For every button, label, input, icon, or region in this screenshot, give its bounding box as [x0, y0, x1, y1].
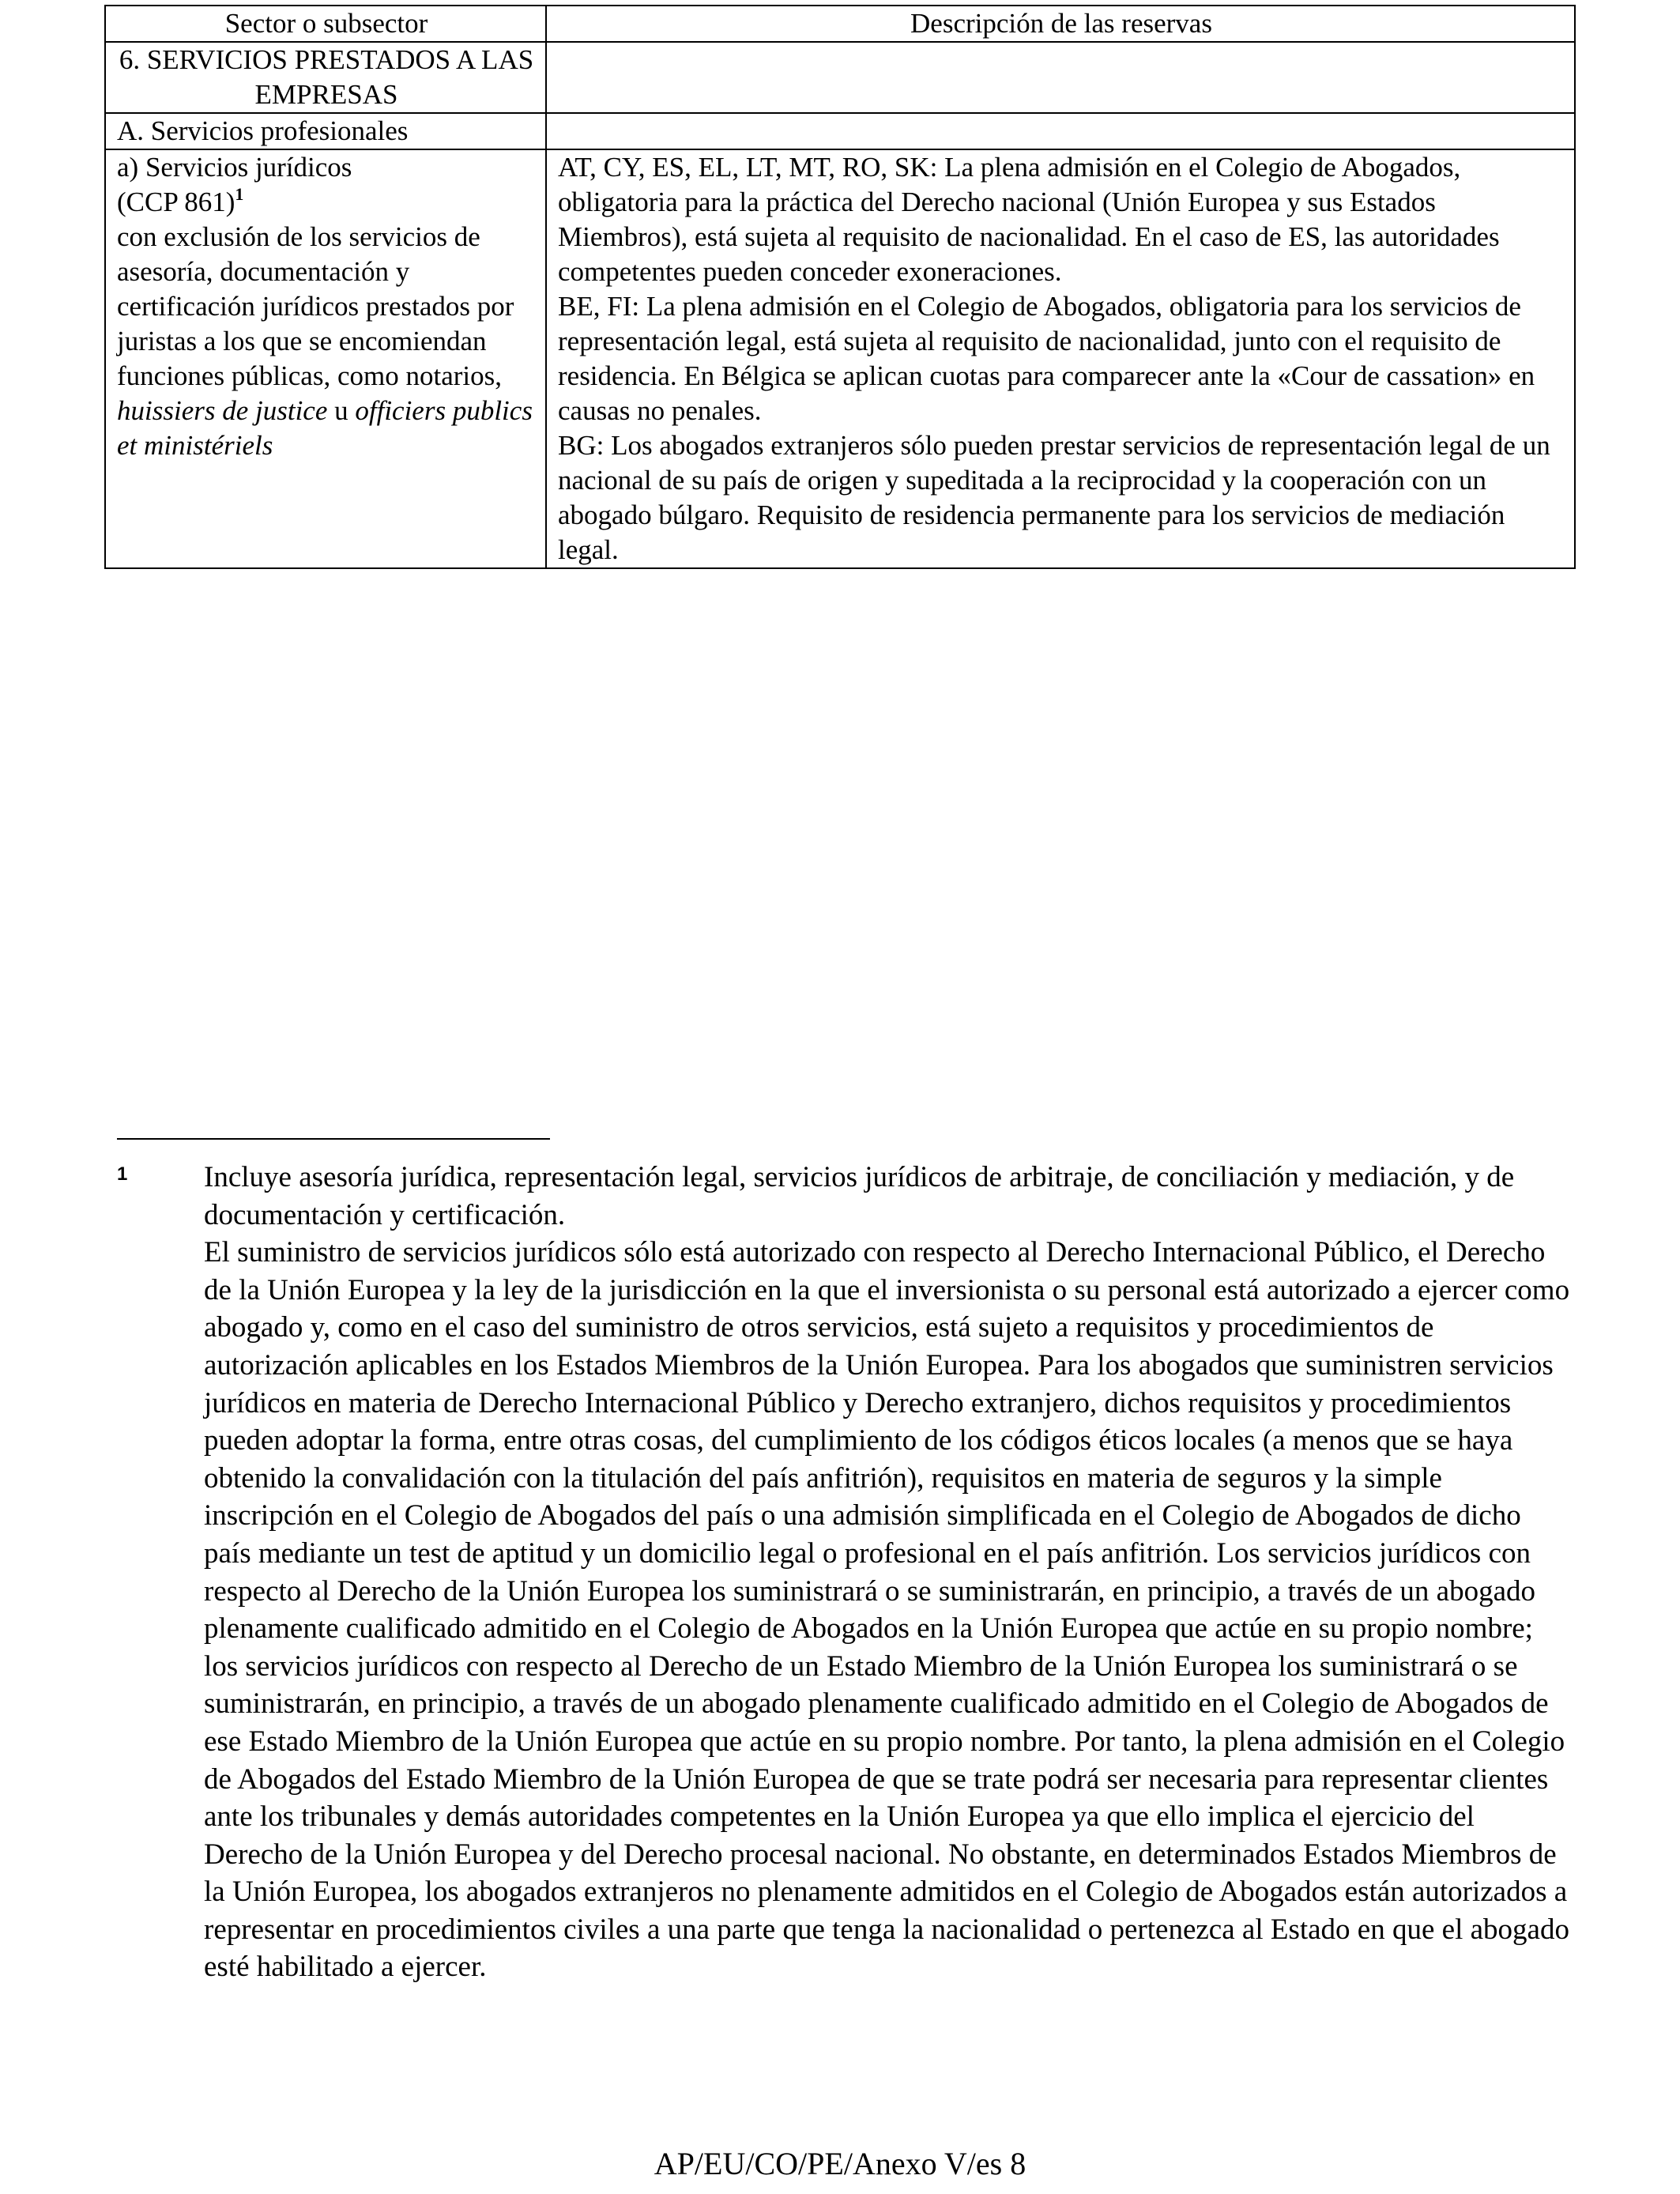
table-header-row: [105, 6, 1575, 42]
table-row: [105, 113, 1575, 149]
table-row: [105, 42, 1575, 113]
reservation-paragraph: AT, CY, ES, EL, LT, MT, RO, SK: La plena admisión en el Colegio de Abogados, obligatoria para la práctica del Derecho nacional (Unión Europea y sus Estados Miembros), está sujeta al requisito de nacionalidad. En el caso de ES, las autoridades competentes pueden conceder exoneraciones.: [558, 152, 1500, 287]
italic-term-huissiers: huissiers de justice: [117, 395, 328, 426]
sector-exclusion-text: [117, 220, 536, 463]
section-title: 6. SERVICIOS PRESTADOS A LAS EMPRESAS: [105, 42, 546, 113]
italic-term-officiers: officiers publics et ministériels: [117, 395, 533, 461]
footnote-body: [204, 1159, 1571, 1986]
reservations-cell: [546, 149, 1575, 568]
ccp-code-line: [117, 185, 536, 220]
reservation-paragraph: BE, FI: La plena admisión en el Colegio de Abogados, obligatoria para los servicios de representación legal, está sujeta al requisito de nacionalidad, junto con el requisito de residencia. En Bélgica se aplican cuotas para comparecer ante la «Cour de cassation» en causas no penales.: [558, 291, 1535, 426]
empty-cell: [546, 42, 1575, 113]
footnote-paragraph: El suministro de servicios jurídicos sólo está autorizado con respecto al Derecho Internacional Público, el Derecho de la Unión Europea y la ley de la jurisdicción en la que el inversionista o su personal está autorizado a ejercer como abogado y, como en el caso del suministro de otros servicios, está sujeto a requisitos y procedimientos de autorización aplicables en los Estados Miembros de la Unión Europea. Para los abogados que suministren servicios jurídicos en materia de Derecho Internacional Público y Derecho extranjero, dichos requisitos y procedimientos pueden adoptar la forma, entre otras cosas, del cumplimiento de los códigos éticos locales (a menos que se haya obtenido la convalidación con la titulación del país anfitrión), requisitos en materia de seguros y la simple inscripción en el Colegio de Abogados del país o una admisión simplificada en el Colegio de Abogados de dicho país mediante un test de aptitud y un domicilio legal o profesional en el país anfitrión. Los servicios jurídicos con respecto al Derecho de la Unión Europea los suministrará o se suministrarán, en principio, a través de un abogado plenamente cualificado admitido en el Colegio de Abogados en la Unión Europea que actúe en su propio nombre; los servicios jurídicos con respecto al Derecho de un Estado Miembro de la Unión Europea los suministrará o se suministrarán, en principio, a través de un abogado plenamente cualificado admitido en el Colegio de Abogados de ese Estado Miembro de la Unión Europea que actúe en su propio nombre. Por tanto, la plena admisión en el Colegio de Abogados del Estado Miembro de la Unión Europea de que se trate podrá ser necesaria para representar clientes ante los tribunales y demás autoridades competentes en la Unión Europea ya que ello implica el ejercicio del Derecho de la Unión Europea y del Derecho procesal nacional. No obstante, en determinados Estados Miembros de la Unión Europea, los abogados extranjeros no plenamente admitidos en el Colegio de Abogados están autorizados a representar en procedimientos civiles a una parte que tenga la nacionalidad o pertenezca al Estado en que el abogado esté habilitado a ejercer.: [204, 1236, 1570, 1984]
column-header-sector: Sector o subsector: [105, 6, 546, 42]
ccp-code: (CCP 861): [117, 187, 235, 217]
empty-cell: [546, 113, 1575, 149]
reservation-paragraph: BG: Los abogados extranjeros sólo pueden prestar servicios de representación legal de un nacional de su país de origen y supeditada a la reciprocidad y la cooperación con un abogado búlgaro. Requisito de residencia permanente para los servicios de mediación legal.: [558, 430, 1550, 565]
column-header-description: Descripción de las reservas: [546, 6, 1575, 42]
exclusion-text: con exclusión de los servicios de asesoría, documentación y certificación jurídicos prestados por juristas a los que se encomiendan funciones públicas, como notarios,: [117, 221, 514, 391]
reservations-table: [104, 5, 1576, 569]
footnote-paragraph: Incluye asesoría jurídica, representación legal, servicios jurídicos de arbitraje, de conciliación y mediación, y de documentación y certificación.: [204, 1161, 1515, 1231]
footnote-marker: 1: [117, 1163, 128, 1185]
sector-cell: [105, 149, 546, 568]
subsection-title: A. Servicios profesionales: [105, 113, 546, 149]
table-row: [105, 149, 1575, 568]
footnote: [117, 1159, 1571, 1986]
page-footer: AP/EU/CO/PE/Anexo V/es 8: [654, 2146, 1026, 2181]
connector-text: u: [334, 395, 348, 426]
footnote-reference[interactable]: 1: [235, 184, 244, 204]
sector-name: a) Servicios jurídicos: [117, 152, 352, 183]
footnote-separator: [117, 1138, 550, 1140]
